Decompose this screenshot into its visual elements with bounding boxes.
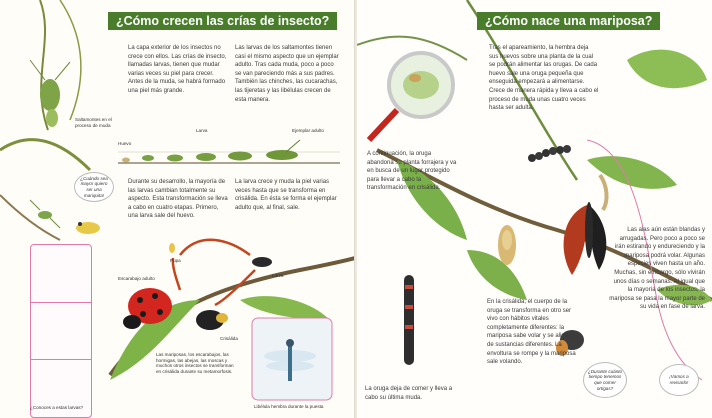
right-page	[357, 0, 712, 418]
right-text-bottom-left: La oruga deja de comer y lleva a cabo su última muda.	[365, 386, 453, 401]
right-text-right: Las alas aún están blandas y arrugadas. Pero poco a poco se irán estirando y endureciendo y la mariposa podrá volar. Algunas especies viven hasta un año. Muchas, sin embargo, sólo vivirán unos días o semanas. Al igual que la mayoría de los insectos, la mariposa se pasa la mayor parte de su vida en fase de larva.	[609, 227, 705, 311]
larvae-panel	[30, 244, 92, 418]
left-col1-text: La capa exterior de los insectos no crece con ellos. Las crías de insecto, llamadas larvas, tienen que mudar varias veces su piel para crecer. Antes de la muda, se habrá formado una piel más grande.	[128, 45, 227, 94]
chrysalis-illustration	[498, 225, 516, 265]
butterfly-illustration	[564, 175, 607, 275]
right-text-top: Tras el apareamiento, la hembra deja sus huevos sobre una planta de la cual se podrán alimentar las orugas. De cada huevo sale una oruga pequeña que enseguida empezará a alimentarse. Crece de manera rápida y lleva a cabo el proceso de muda unas cuatro veces hasta ser adulta.	[489, 45, 599, 112]
label-huevo: Huevo	[118, 141, 132, 146]
right-page-heading: ¿Cómo nace una mariposa?	[477, 12, 660, 30]
left-col4-text: La larva crece y muda la piel varias veces hasta que se transforma en crisálida. En ésta se forma el ejemplar adulto que, al final, sale.	[235, 179, 337, 211]
caption-molting: Saltamontes en el proceso de muda	[75, 117, 112, 128]
grasshopper-larva-illustration	[0, 195, 100, 240]
dragonfly-illustration	[252, 318, 332, 400]
label-adult: Ejemplar adulto	[292, 128, 324, 133]
left-col3-text: Durante su desarrollo, la mayoría de las larvas cambian totalmente su aspecto. Esta transformación se lleva a cabo en cuatro etapas. Primero, una larva sale del huevo.	[128, 179, 228, 220]
right-text-bottom-center: En la crisálida, el cuerpo de la oruga se transforma en otro ser vivo con hábitos vitales completamente diferentes: la mariposa sabe volar y se alimenta de sustancias diferentes. La envoltura se rompe y la mariposa sale volando.	[487, 299, 579, 366]
speech-bubble-ladybug-wish: ¿Cuándo sea mayor quiero ser una mariquita!	[74, 172, 114, 202]
molting-grasshopper-illustration	[30, 60, 70, 127]
label-crisalida: Crisálida	[220, 336, 238, 341]
larvae-panel-cell	[31, 245, 91, 303]
larvae-panel-cell	[31, 302, 91, 360]
label-adult-beetle: Escarabajo adulto	[118, 276, 155, 281]
speech-bubble-check: ¡Vamos a revisarlo!	[659, 364, 699, 396]
label-larva: Larva	[196, 128, 208, 133]
left-page-heading: ¿Cómo crecen las crías de insecto?	[108, 12, 337, 30]
speech-bubble-nettles: ¿Durante cuánto tiempo tenemos que comer ortigas?	[583, 362, 627, 398]
label-larva-ladybug: Larva	[272, 273, 284, 278]
magnifying-glass-icon	[369, 53, 453, 140]
left-page	[0, 0, 355, 418]
caption-larvae-panel: ¿Conoces a estas larvas?	[30, 405, 84, 410]
grasshopper-growth-sequence	[118, 140, 340, 163]
label-pupa: Pupa	[170, 258, 181, 263]
caption-metamorphosis: Las mariposas, los escarabajos, las hormigas, las abejas, las moscas y muchos otros insectos se transforman en crisálida durante su metamorfosis.	[156, 352, 234, 374]
caption-dragonfly: Libélula hembra durante la puesta	[254, 404, 324, 409]
hanging-caterpillar-illustration	[404, 275, 414, 365]
left-col2-text: Las larvas de los saltamontes tienen casi el mismo aspecto que un ejemplar adulto. Tras cada muda, poco a poco se van pareciendo más a sus padres. También las chinches, las cucarachas, las tijeretas y las libélulas crecen de esta manera.	[235, 45, 339, 103]
right-text-mid: A continuación, la oruga abandona su planta forrajera y va en busca de un lugar protegido para llevar a cabo la transformación en crisálida.	[367, 151, 457, 192]
